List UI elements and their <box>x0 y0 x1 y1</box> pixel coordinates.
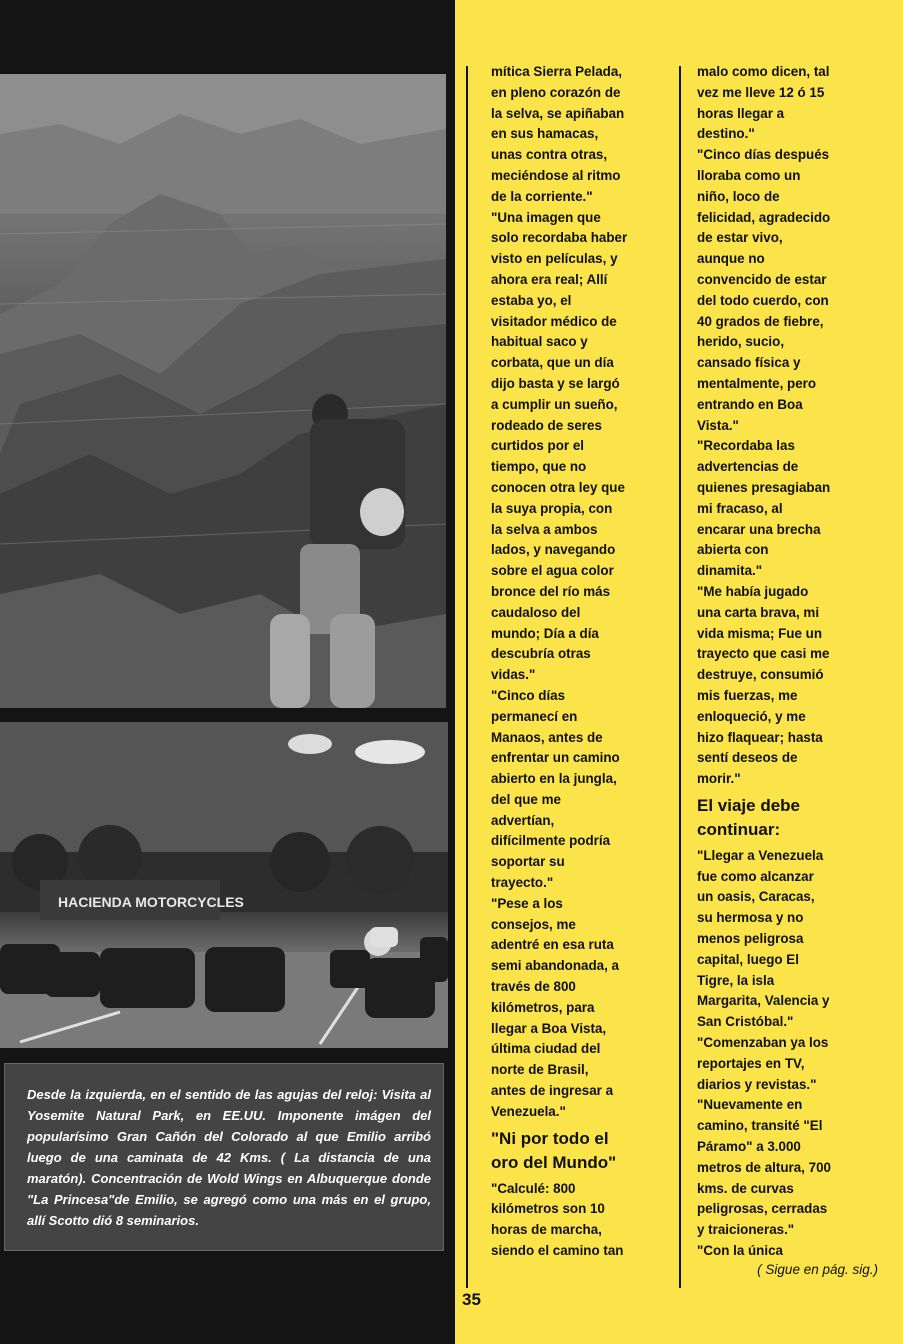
column2-paragraph-6: "Comenzaban ya los reportajes en TV, diarios y revistas." <box>697 1035 829 1092</box>
column2-subheading: El viaje debe continuar: <box>697 795 800 839</box>
column2-paragraph-4: "Me había jugado una carta brava, mi vida misma; Fue un trayecto que casi me destruye, consumió mis fuerzas, me enloqueció, y me hizo flaquear; hasta sentí deseos de morir." <box>697 583 830 787</box>
rally-illustration <box>0 722 448 1048</box>
hacienda-sign: HACIENDA MOTORCYCLES <box>58 894 244 910</box>
column-rule-left <box>466 66 468 1288</box>
column2-paragraph-7: "Nuevamente en camino, transité "El Páramo" a 3.000 metros de altura, 700 kms. de curvas peligrosas, cerradas y traicioneras." <box>697 1097 831 1238</box>
photo-caption-box <box>4 1063 444 1251</box>
photo-caption: Desde la izquierda, en el sentido de las agujas del reloj: Visita al Yosemite Natural Park, en EE.UU. Imponente imágen del popularísimo Gran Cañón del Colorado al que Emilio arribó luego de una caminata de 42 Kms. ( La distancia de una maratón). Concentración de Wold Wings en Albuquerque donde "La Princesa"de Emilio, se agregó como una más en el grupo, allí Scotto dió 8 seminarios. <box>27 1087 431 1228</box>
column2-paragraph-8: "Con la única <box>697 1243 783 1259</box>
column1-paragraph-3: "Cinco días permanecí en Manaos, antes de enfrentar un camino abierto en la jungla, del que me advertían, difícilmente podría soportar su trayecto." <box>491 687 620 891</box>
column1-paragraph-2: "Una imagen que solo recordaba haber visto en películas, y ahora era real; Allí estaba yo, el visitador médico de habitual saco y corbata, que un día dijo basta y se largó a cumplir un sueño, rodeado de seres curtidos por el tiempo, que no conocen otra ley que la suya propia, con la selva a ambos lados, y navegando sobre el agua color bronce del río más caudaloso del mundo; Día a día descubría otras vidas." <box>491 209 628 683</box>
column2-paragraph-2: "Cinco días después lloraba como un niño, loco de felicidad, agradecido de estar vivo, aunque no convencido de estar del todo cuerdo, con 40 grados de fiebre, herido, sucio, cansado física y mentalmente, pero entrando en Boa Vista." <box>697 147 831 433</box>
column2-paragraph-5: "Llegar a Venezuela fue como alcanzar un oasis, Caracas, su hermosa y no menos peligrosa capital, luego El Tigre, la isla Margarita, Valencia y San Cristóbal." <box>697 847 830 1030</box>
grand-canyon-hiker-photo <box>0 74 446 708</box>
column-rule-middle <box>679 66 681 1288</box>
page-number: 35 <box>462 1290 481 1309</box>
column1-paragraph-5: "Calculé: 800 kilómetros son 10 horas de marcha, siendo el camino tan <box>491 1180 624 1259</box>
text-column-2 <box>697 62 855 1262</box>
column2-paragraph-1: malo como dicen, tal vez me lleve 12 ó 15 horas llegar a destino." <box>697 64 830 142</box>
motorcycle-rally-photo <box>0 722 448 1048</box>
column2-paragraph-3: "Recordaba las advertencias de quienes presagiaban mi fracaso, al encarar una brecha abierta con dinamita." <box>697 438 831 579</box>
column1-paragraph-1: mítica Sierra Pelada, en pleno corazón de la selva, se apiñaban en sus hamacas, unas contra otras, meciéndose al ritmo de la corriente." <box>491 64 625 204</box>
canyon-illustration <box>0 74 446 708</box>
column1-paragraph-4: "Pese a los consejos, me adentré en esa ruta semi abandonada, a través de 800 kilómetros, para llegar a Boa Vista, última ciudad del norte de Brasil, antes de ingresar a Venezuela." <box>491 895 619 1119</box>
text-column-1 <box>491 62 649 1262</box>
continued-note: ( Sigue en pág. sig.) <box>757 1262 878 1277</box>
column1-subheading: "Ni por todo el oro del Mundo" <box>491 1128 617 1172</box>
